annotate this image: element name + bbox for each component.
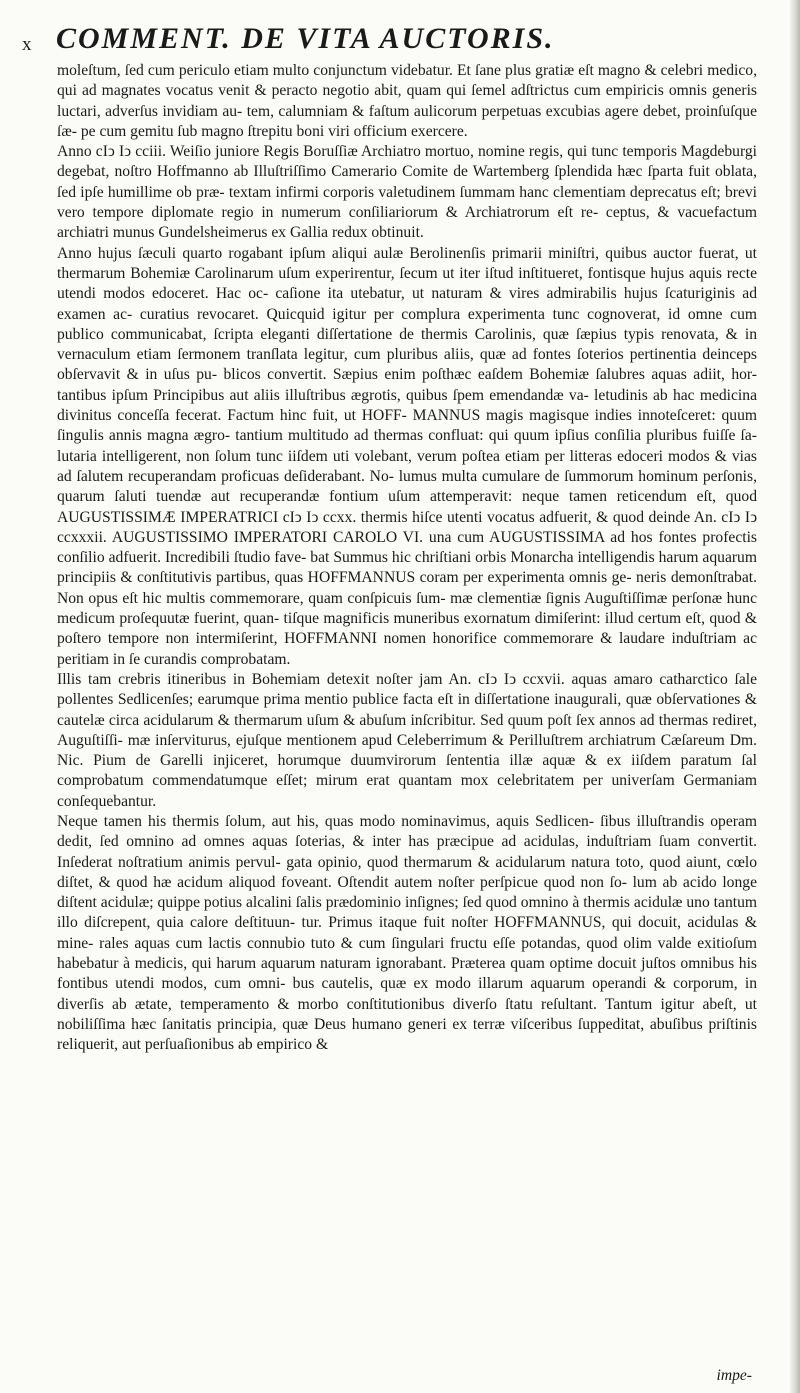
page-header (22, 18, 762, 64)
paragraph-2: Anno cIↄ Iↄ cciii. Weiſio juniore Regis Boruſſiæ Archiatro mortuo, nomine regis, qui tunc temporis Magdeburgi degebat, noſtro Hoffmanno ab Illuſtriſſimo Camerario Comite de Wartemberg ſplendida hæc ſparta fuit oblata, ſed ipſe humillime ob præ- textam infirmi corporis valetudinem ſummam hanc clementiam deprecatus eſt; brevi vero tempore diplomate regio in numerum conſiliariorum & Archiatrorum eſt re- ceptus, & vacuefactum archiatri munus Gundelsheimerus ex Gallia redux obtinuit. (57, 143, 757, 242)
paragraph-3: Anno hujus ſæculi quarto rogabant ipſum aliqui aulæ Berolinenſis primarii miniſtri, quibus auctor fuerat, ut thermarum Bohemiæ Carolinarum uſum experirentur, ſecum ut iter iſtud inſtitueret, fontisque hujus aquis recte utendi modos edoceret. Hac oc- caſione ita utebatur, ut naturam & vires admirabilis hujus ſcaturiginis ad examen ac- curatius revocaret. Quicquid igitur per complura experimenta tunc cognoverat, id omne cum publico communicabat, ſcripta eleganti diſſertatione de thermis Carolinis, quæ ſæpius typis renovata, & in vernaculum etiam ſermonem tranſlata legitur, cum pluribus aliis, quæ ad fontes ſoterios pertinentia deinceps obſervavit & in uſus pu- blicos convertit. Sæpius enim poſthæc eaſdem Bohemiæ ſalubres aquas adiit, hor- tantibus ipſum Principibus aut aliis illuſtribus ægrotis, quibus ſpem emendandæ va- letudinis ab hac medicina divinitus conceſſa fecerat. Factum hinc fuit, ut HOFF- MANNUS magis magisque indies innoteſceret: quum ſingulis annis magna ægro- tantium multitudo ad thermas confluat: qui quum ipſius conſilia pluribus fuiſſe ſa- lutaria intelligerent, non ſolum tunc iiſdem uti volebant, verum poſtea etiam per litteras edoceri modos & vias ad ſalutem recuperandam proficuas deſiderabant. No- lumus multa cumulare de ſummorum hominum perſonis, quarum ſaluti tuendæ aut recuperandæ fontium uſum attemperavit: neque tamen reticendum eſt, quod AUGUSTISSIMÆ IMPERATRICI cIↄ Iↄ ccxx. thermis hiſce utenti vocatus adfuerit, & quod deinde An. cIↄ Iↄ ccxxxii. AUGUSTISSIMO IMPERATORI CAROLO VI. una cum AUGUSTISSIMA ad hos fontes profectis conſilio adfuerit. Incredibili ſtudio fave- bat Summus hic chriſtiani orbis Monarcha intelligendis harum aquarum principiis & conſtitutivis partibus, quas HOFFMANNUS coram per experimenta omnis ge- neris demonſtrabat. Non opus eſt hic multis commemorare, quam conſpicuis ſum- mæ clementiæ ſignis Auguſtiſſimæ perſonæ hunc medicum proſequutæ fuerint, quan- tiſque magnificis muneribus exornatum dimiſerint: illud certum eſt, quod & poſtero tempore non intermiſerint, HOFFMANNI nomen honorifice commemorare & laudare induſtriam ac peritiam in ſe curandis comprobatam. (57, 244, 757, 668)
page-binding-edge (790, 0, 800, 1393)
paragraph-5: Neque tamen his thermis ſolum, aut his, quas modo nominavimus, aquis Sedlicen- ſibus illuſtrandis operam dedit, ſed omnino ad omnes aquas ſoterias, & inter has præcipue ad acidulas, induſtriam ſuam convertit. Inſederat noſtratium animis pervul- gata opinio, quod thermarum & acidularum natura toto, quod aiunt, cœlo diſtet, & quod hæ acidum aliquod foveant. Oſtendit autem noſter perſpicue quod non ſo- lum ab acido longe diſtent acidulæ; quippe potius alcalini ſalis prædominio inſignes; ſed quod omnino à thermis acidulæ uno tantum illo diſcrepent, quia calore deſtituun- tur. Primus itaque fuit noſter HOFFMANNUS, qui docuit, acidulas & mine- rales aquas cum lactis connubio tuto & cum ſingulari fructu eſſe potandas, quod olim valde exitioſum habebatur à medicis, qui harum aquarum naturam ignorabant. Præterea quam optime docuit juſtos omnibus his fontibus utendi modos, cum omni- bus cautelis, quæ ex modo illarum aquarum operandi & corporum, in diverſis ab ætate, temperamento & morbo conſtitutionibus diverſo ſtatu reſultant. Tantum igitur abeſt, ut nobiliſſima hæc ſanitatis principia, quæ Deus humano generi ex terræ viſceribus ſuppeditat, abuſibus priſtinis reliquerit, aut perſuaſionibus ab empirico & (57, 812, 757, 1054)
paragraph-4: Illis tam crebris itineribus in Bohemiam detexit noſter jam An. cIↄ Iↄ ccxvii. aquas amaro catharctico ſale pollentes Sedlicenſes; earumque prima mentio publice facta eſt in diſſertatione inaugurali, quæ obſervationes & cautelæ circa acidularum & thermarum uſum & abuſum inſcribitur. Sed quum poſt ſex annos ad thermas rediret, Auguſtiſſi- mæ inſerviturus, ejuſque mentionem apud Celeberrimum & Perilluſtrem archiatrum Cæſareum Dm. Nic. Pium de Garelli injiceret, horumque duumvirorum ſententia illæ aquæ & ex iiſdem paratum ſal comprobatum commendatumque eſſet; mirum erat quantam mox celebritatem per univerſam Germaniam conſequebantur. (57, 670, 757, 810)
body-text (57, 61, 757, 1056)
page-number: x (22, 34, 32, 55)
running-head: COMMENT. DE VITA AUCTORIS. (56, 22, 555, 55)
catchword: impe- (716, 1367, 752, 1384)
paragraph-1: moleſtum, ſed cum periculo etiam multo conjunctum videbatur. Et ſane plus gratiæ eſt magno & celebri medico, qui ad magnates vocatus venit & peracto negotio abit, quam qui ſemel adſtrictus cum empiricis omnis generis luctari, adverſus invidiam au- tem, calumniam & faſtum aulicorum perpetuas excubias agere debet, proinſuſque ſæ- pe cum gemitu ſub magno ſtrepitu boni viri officium exercere. (57, 62, 757, 140)
